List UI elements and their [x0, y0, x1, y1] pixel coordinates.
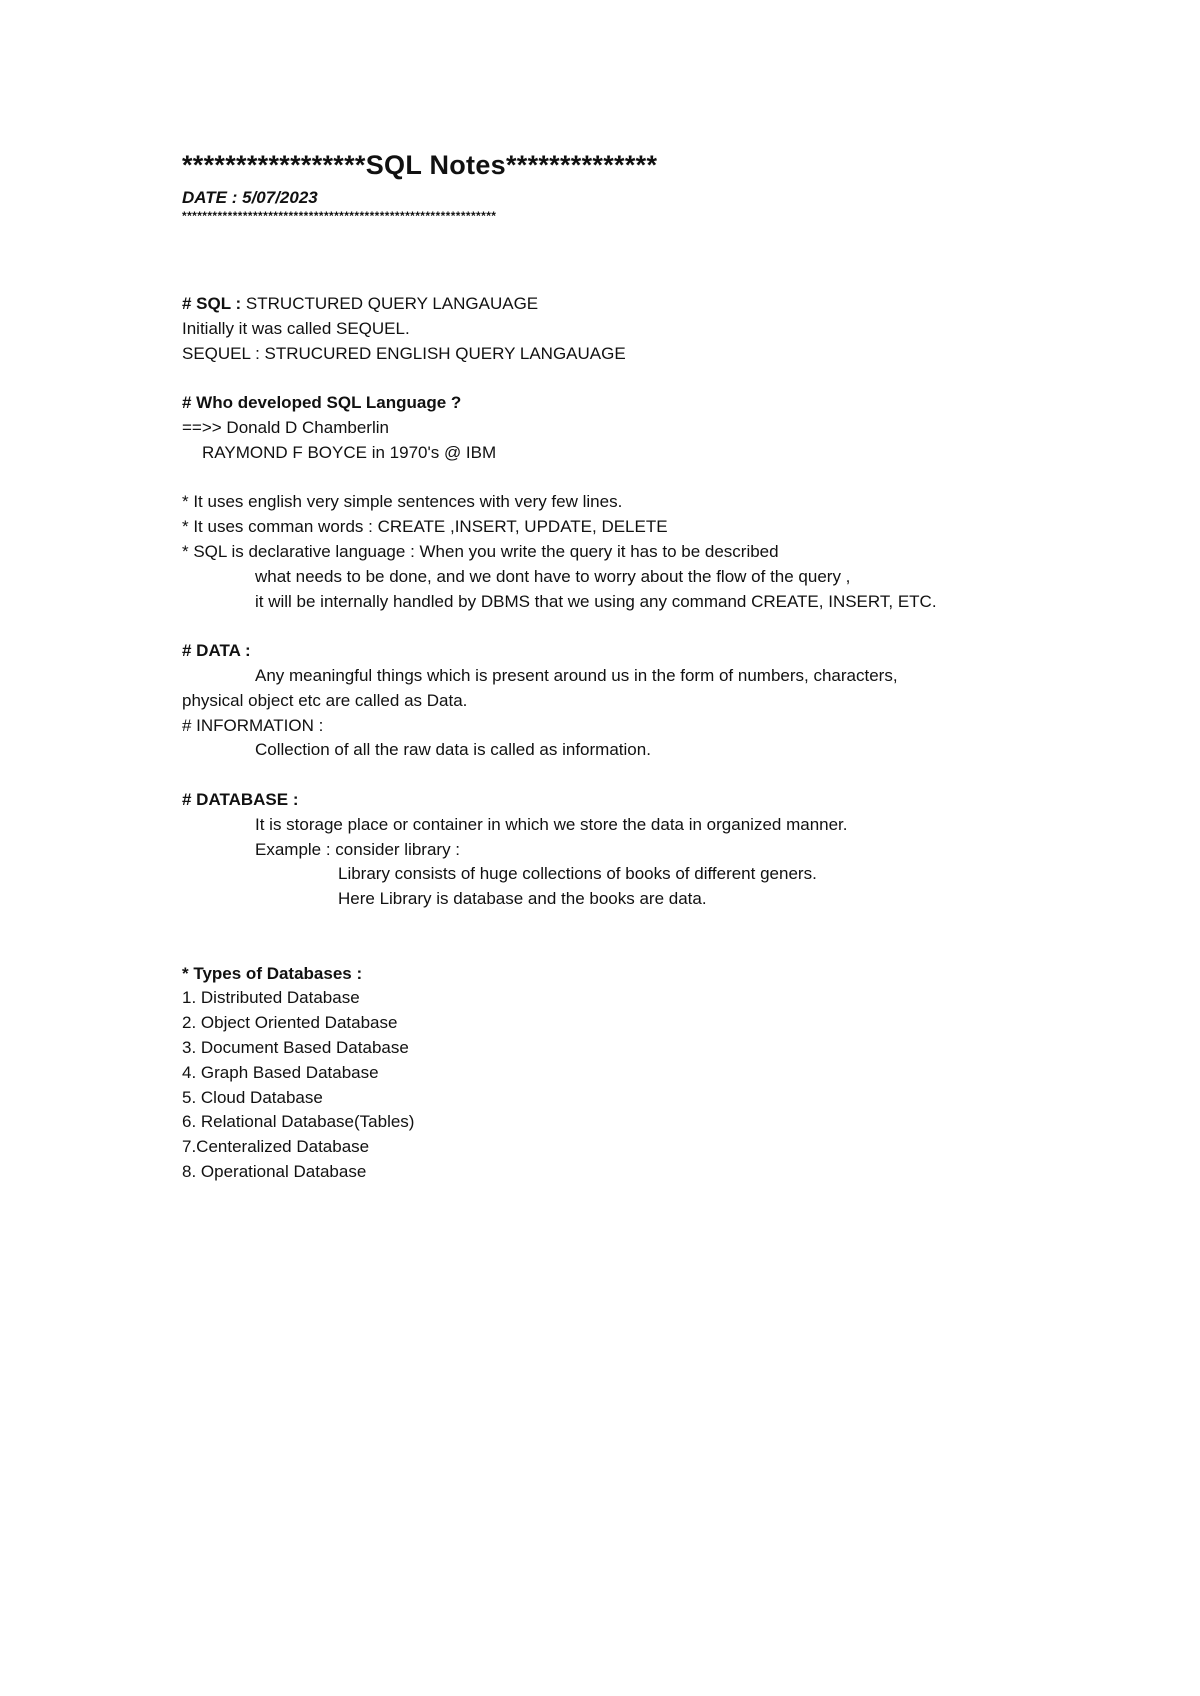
data-line-2: physical object etc are called as Data. — [182, 690, 468, 710]
list-item: 5. Cloud Database — [182, 1087, 323, 1107]
spacer — [182, 222, 1082, 292]
data-heading: # DATA : — [182, 641, 251, 661]
database-line-4: Here Library is database and the books are data. — [338, 889, 707, 909]
database-line-3: Library consists of huge collections of books of different geners. — [338, 864, 817, 884]
feature-item-2: * It uses comman words : CREATE ,INSERT, UPDATE, DELETE — [182, 517, 668, 537]
list-item: 8. Operational Database — [182, 1161, 367, 1181]
date-line: DATE : 5/07/2023 — [182, 188, 318, 207]
feature-item-3-cont-2: it will be internally handled by DBMS that we using any command CREATE, INSERT, ETC. — [255, 591, 937, 611]
types-list — [182, 986, 1082, 1184]
spacer — [182, 466, 1082, 491]
list-item: 4. Graph Based Database — [182, 1062, 379, 1082]
information-line: Collection of all the raw data is called as information. — [255, 740, 651, 760]
developers-heading: # Who developed SQL Language ? — [182, 393, 462, 413]
developers-line-1: ==>> Donald D Chamberlin — [182, 417, 389, 437]
sql-heading-prefix: # SQL : — [182, 294, 242, 313]
list-item: 6. Relational Database(Tables) — [182, 1112, 415, 1132]
list-item: 1. Distributed Database — [182, 988, 360, 1008]
database-line-1: It is storage place or container in which we store the data in organized manner. — [255, 814, 848, 834]
spacer — [182, 366, 1082, 391]
page-title: *****************SQL Notes************** — [182, 150, 658, 180]
sql-line-2: SEQUEL : STRUCURED ENGLISH QUERY LANGAUAGE — [182, 343, 626, 363]
developers-line-2: RAYMOND F BOYCE in 1970's @ IBM — [202, 442, 497, 462]
sql-heading — [182, 292, 1082, 317]
types-heading: * Types of Databases : — [182, 963, 363, 983]
sql-line-1: Initially it was called SEQUEL. — [182, 318, 410, 338]
feature-item-3-cont-1: what needs to be done, and we dont have to worry about the flow of the query , — [255, 566, 851, 586]
sql-heading-rest: STRUCTURED QUERY LANGAUAGE — [241, 294, 539, 313]
data-line-1: Any meaningful things which is present around us in the form of numbers, characters, — [255, 665, 898, 685]
feature-item-3: * SQL is declarative language : When you write the query it has to be described — [182, 541, 779, 561]
separator-line: ************************************************************** — [182, 209, 497, 223]
document-body — [182, 148, 1082, 1185]
information-heading: # INFORMATION : — [182, 715, 324, 735]
spacer — [182, 763, 1082, 788]
database-heading: # DATABASE : — [182, 789, 299, 809]
spacer — [182, 912, 1082, 962]
database-line-2: Example : consider library : — [255, 839, 461, 859]
list-item: 3. Document Based Database — [182, 1037, 409, 1057]
spacer — [182, 614, 1082, 639]
feature-item-1: * It uses english very simple sentences with very few lines. — [182, 492, 623, 512]
list-item: 2. Object Oriented Database — [182, 1013, 398, 1033]
list-item: 7.Centeralized Database — [182, 1137, 370, 1157]
